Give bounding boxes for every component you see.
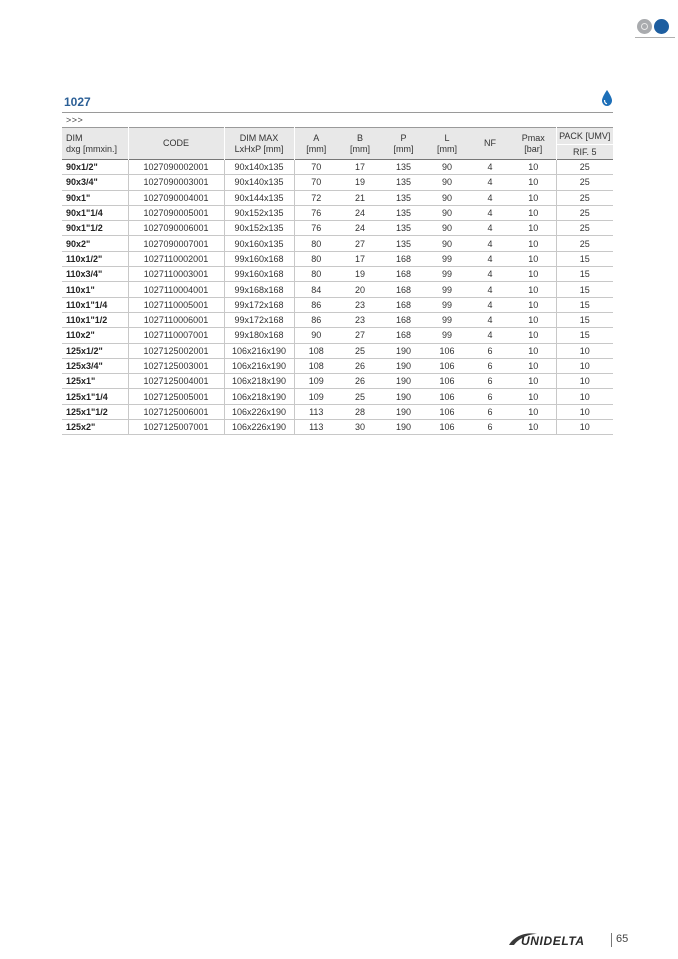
cell-p: 135 [382, 190, 425, 205]
cell-b: 26 [338, 374, 382, 389]
cell-p: 190 [382, 404, 425, 419]
cell-b: 25 [338, 389, 382, 404]
cell-b: 23 [338, 312, 382, 327]
cell-pack: 10 [556, 389, 613, 404]
cell-p: 135 [382, 205, 425, 220]
cell-nf: 6 [469, 343, 511, 358]
cell-p: 168 [382, 312, 425, 327]
cell-nf: 6 [469, 358, 511, 373]
cell-pack: 25 [556, 205, 613, 220]
cell-dim-max: 106x218x190 [224, 374, 294, 389]
cell-b: 26 [338, 358, 382, 373]
table-row [62, 267, 613, 282]
cell-dim-max: 99x160x168 [224, 267, 294, 282]
table-row [62, 251, 613, 266]
cell-pmax: 10 [511, 328, 556, 343]
cell-dim: 110x1" [62, 282, 128, 297]
cell-l: 99 [425, 251, 469, 266]
cell-code: 1027090007001 [128, 236, 224, 251]
cell-nf: 4 [469, 328, 511, 343]
cell-pmax: 10 [511, 420, 556, 435]
cell-nf: 6 [469, 374, 511, 389]
header-dim-line1: DIM [66, 132, 83, 143]
cell-nf: 6 [469, 404, 511, 419]
cell-l: 90 [425, 190, 469, 205]
cell-pack: 25 [556, 236, 613, 251]
cell-code: 1027125003001 [128, 358, 224, 373]
cell-dim: 90x1" [62, 190, 128, 205]
cell-a: 84 [294, 282, 338, 297]
cell-nf: 4 [469, 160, 511, 175]
cell-b: 28 [338, 404, 382, 419]
cell-nf: 4 [469, 221, 511, 236]
cell-a: 109 [294, 374, 338, 389]
cell-code: 1027110004001 [128, 282, 224, 297]
cell-code: 1027110005001 [128, 297, 224, 312]
cell-l: 99 [425, 328, 469, 343]
cell-dim-max: 99x160x168 [224, 251, 294, 266]
cell-code: 1027110006001 [128, 312, 224, 327]
cell-code: 1027090004001 [128, 190, 224, 205]
cell-pack: 10 [556, 420, 613, 435]
cell-code: 1027125006001 [128, 404, 224, 419]
cell-dim: 90x1"1/4 [62, 205, 128, 220]
cell-dim: 110x1"1/4 [62, 297, 128, 312]
table-row [62, 160, 613, 175]
header-b-line1: B [356, 132, 363, 143]
table-row [62, 190, 613, 205]
cell-dim: 125x1"1/4 [62, 389, 128, 404]
header-dim-max [224, 128, 294, 160]
grey-dot-icon [637, 19, 652, 34]
header-b [338, 128, 382, 160]
header-pmax-line2: [bar] [524, 143, 543, 154]
cell-l: 90 [425, 160, 469, 175]
unidelta-logo [507, 931, 609, 949]
cell-pmax: 10 [511, 190, 556, 205]
cell-b: 30 [338, 420, 382, 435]
cell-dim-max: 90x152x135 [224, 205, 294, 220]
marker-line [635, 37, 675, 38]
cell-dim: 110x2" [62, 328, 128, 343]
page-marker-dots-icon [635, 19, 675, 39]
cell-dim-max: 106x226x190 [224, 404, 294, 419]
cell-pmax: 10 [511, 221, 556, 236]
section-title: 1027 [64, 95, 91, 109]
cell-a: 108 [294, 358, 338, 373]
table-row [62, 374, 613, 389]
table-body [62, 160, 613, 435]
cell-p: 168 [382, 328, 425, 343]
cell-dim-max: 90x140x135 [224, 175, 294, 190]
cell-nf: 4 [469, 312, 511, 327]
cell-l: 99 [425, 282, 469, 297]
cell-pmax: 10 [511, 282, 556, 297]
table-row [62, 343, 613, 358]
cell-dim: 125x1"1/2 [62, 404, 128, 419]
cell-dim: 90x3/4" [62, 175, 128, 190]
cell-dim: 125x1/2" [62, 343, 128, 358]
header-dim-line2: dxg [mmxin.] [66, 143, 118, 154]
cell-code: 1027110007001 [128, 328, 224, 343]
cell-p: 168 [382, 297, 425, 312]
cell-pack: 10 [556, 404, 613, 419]
cell-nf: 4 [469, 282, 511, 297]
page-number: 65 [616, 933, 629, 945]
cell-nf: 4 [469, 236, 511, 251]
cell-dim: 110x3/4" [62, 267, 128, 282]
cell-a: 80 [294, 267, 338, 282]
cell-b: 17 [338, 160, 382, 175]
cell-p: 135 [382, 160, 425, 175]
cell-l: 106 [425, 404, 469, 419]
cell-b: 23 [338, 297, 382, 312]
cell-a: 86 [294, 312, 338, 327]
cell-pmax: 10 [511, 205, 556, 220]
cell-dim: 90x2" [62, 236, 128, 251]
cell-p: 190 [382, 389, 425, 404]
cell-nf: 6 [469, 420, 511, 435]
header-l-line2: [mm] [437, 143, 457, 154]
cell-code: 1027125002001 [128, 343, 224, 358]
cell-a: 80 [294, 236, 338, 251]
product-spec-table [62, 127, 613, 435]
cell-dim: 90x1"1/2 [62, 221, 128, 236]
header-p-line1: P [400, 132, 407, 143]
header-dim-max-line1: DIM MAX [239, 132, 279, 143]
cell-dim-max: 106x216x190 [224, 343, 294, 358]
cell-l: 106 [425, 374, 469, 389]
cell-pmax: 10 [511, 267, 556, 282]
cell-nf: 4 [469, 267, 511, 282]
cell-b: 24 [338, 205, 382, 220]
cell-pmax: 10 [511, 236, 556, 251]
header-pmax-line1: Pmax [521, 132, 545, 143]
table-row [62, 297, 613, 312]
cell-dim: 125x3/4" [62, 358, 128, 373]
cell-pack: 15 [556, 328, 613, 343]
cell-pmax: 10 [511, 175, 556, 190]
cell-dim: 125x1" [62, 374, 128, 389]
header-pmax [511, 128, 556, 160]
cell-p: 135 [382, 236, 425, 251]
cell-dim-max: 99x180x168 [224, 328, 294, 343]
cell-p: 168 [382, 251, 425, 266]
cell-dim-max: 90x152x135 [224, 221, 294, 236]
header-nf: NF [469, 128, 511, 160]
cell-l: 106 [425, 420, 469, 435]
cell-pack: 15 [556, 312, 613, 327]
cell-pack: 15 [556, 282, 613, 297]
cell-l: 90 [425, 221, 469, 236]
cell-pmax: 10 [511, 160, 556, 175]
cell-p: 190 [382, 343, 425, 358]
table-row [62, 175, 613, 190]
table-row [62, 236, 613, 251]
header-code: CODE [128, 128, 224, 160]
cell-p: 168 [382, 267, 425, 282]
cell-a: 113 [294, 404, 338, 419]
header-pack: PACK [UMV] [556, 128, 613, 145]
cell-p: 190 [382, 374, 425, 389]
table-row [62, 420, 613, 435]
table-row [62, 328, 613, 343]
cell-b: 20 [338, 282, 382, 297]
footer-brand: UNIDELTA [521, 934, 585, 948]
cell-code: 1027125005001 [128, 389, 224, 404]
cell-pack: 25 [556, 175, 613, 190]
cell-a: 90 [294, 328, 338, 343]
cell-code: 1027110003001 [128, 267, 224, 282]
nav-arrows: >>> [66, 115, 84, 125]
cell-l: 106 [425, 343, 469, 358]
cell-pmax: 10 [511, 297, 556, 312]
cell-pack: 10 [556, 358, 613, 373]
cell-pack: 15 [556, 251, 613, 266]
cell-dim: 110x1"1/2 [62, 312, 128, 327]
section-divider [62, 112, 613, 113]
header-dim [62, 128, 128, 160]
cell-code: 1027090006001 [128, 221, 224, 236]
cell-a: 86 [294, 297, 338, 312]
cell-dim-max: 106x218x190 [224, 389, 294, 404]
header-l-line1: L [444, 132, 450, 143]
cell-p: 135 [382, 175, 425, 190]
cell-dim-max: 90x140x135 [224, 160, 294, 175]
cell-nf: 4 [469, 205, 511, 220]
cell-nf: 4 [469, 297, 511, 312]
cell-a: 109 [294, 389, 338, 404]
cell-dim-max: 106x216x190 [224, 358, 294, 373]
table-row [62, 404, 613, 419]
cell-code: 1027125004001 [128, 374, 224, 389]
table-row [62, 358, 613, 373]
header-a-line2: [mm] [306, 143, 327, 154]
cell-l: 106 [425, 389, 469, 404]
table-row [62, 282, 613, 297]
footer-separator [611, 933, 612, 947]
cell-l: 90 [425, 236, 469, 251]
table-row [62, 205, 613, 220]
cell-nf: 4 [469, 251, 511, 266]
water-drop-icon [601, 90, 613, 106]
cell-b: 17 [338, 251, 382, 266]
cell-p: 168 [382, 282, 425, 297]
cell-a: 80 [294, 251, 338, 266]
cell-pmax: 10 [511, 389, 556, 404]
header-pack-ref: RIF. 5 [556, 145, 613, 160]
cell-pack: 25 [556, 221, 613, 236]
cell-b: 19 [338, 267, 382, 282]
cell-p: 190 [382, 420, 425, 435]
cell-pmax: 10 [511, 374, 556, 389]
table-row [62, 312, 613, 327]
cell-pmax: 10 [511, 358, 556, 373]
header-a-line1: A [313, 132, 320, 143]
cell-dim: 90x1/2" [62, 160, 128, 175]
cell-nf: 4 [469, 190, 511, 205]
header-l [425, 128, 469, 160]
blue-dot-icon [654, 19, 669, 34]
header-p [382, 128, 425, 160]
header-dim-max-line2: LxHxP [mm] [234, 143, 284, 154]
cell-dim: 125x2" [62, 420, 128, 435]
cell-a: 72 [294, 190, 338, 205]
cell-b: 27 [338, 328, 382, 343]
cell-pmax: 10 [511, 343, 556, 358]
cell-p: 190 [382, 358, 425, 373]
header-p-line2: [mm] [393, 143, 414, 154]
cell-pack: 15 [556, 267, 613, 282]
cell-l: 106 [425, 358, 469, 373]
cell-pack: 25 [556, 160, 613, 175]
cell-l: 90 [425, 205, 469, 220]
cell-b: 19 [338, 175, 382, 190]
cell-nf: 4 [469, 175, 511, 190]
header-a [294, 128, 338, 160]
cell-a: 70 [294, 160, 338, 175]
cell-a: 76 [294, 221, 338, 236]
cell-l: 90 [425, 175, 469, 190]
cell-p: 135 [382, 221, 425, 236]
cell-code: 1027125007001 [128, 420, 224, 435]
table-row [62, 389, 613, 404]
cell-code: 1027090005001 [128, 205, 224, 220]
cell-pack: 10 [556, 343, 613, 358]
cell-pack: 25 [556, 190, 613, 205]
cell-b: 24 [338, 221, 382, 236]
cell-dim-max: 90x144x135 [224, 190, 294, 205]
cell-code: 1027090002001 [128, 160, 224, 175]
cell-dim-max: 99x172x168 [224, 297, 294, 312]
cell-code: 1027110002001 [128, 251, 224, 266]
cell-dim-max: 99x168x168 [224, 282, 294, 297]
cell-code: 1027090003001 [128, 175, 224, 190]
table-row [62, 221, 613, 236]
cell-nf: 6 [469, 389, 511, 404]
header-b-line2: [mm] [350, 143, 370, 154]
cell-dim-max: 99x172x168 [224, 312, 294, 327]
cell-pmax: 10 [511, 251, 556, 266]
cell-b: 27 [338, 236, 382, 251]
cell-a: 70 [294, 175, 338, 190]
cell-a: 108 [294, 343, 338, 358]
cell-dim-max: 90x160x135 [224, 236, 294, 251]
cell-pmax: 10 [511, 404, 556, 419]
cell-dim-max: 106x226x190 [224, 420, 294, 435]
cell-pack: 10 [556, 374, 613, 389]
cell-a: 76 [294, 205, 338, 220]
cell-l: 99 [425, 297, 469, 312]
cell-b: 21 [338, 190, 382, 205]
cell-l: 99 [425, 312, 469, 327]
cell-l: 99 [425, 267, 469, 282]
cell-pack: 15 [556, 297, 613, 312]
cell-dim: 110x1/2" [62, 251, 128, 266]
cell-b: 25 [338, 343, 382, 358]
cell-pmax: 10 [511, 312, 556, 327]
cell-a: 113 [294, 420, 338, 435]
